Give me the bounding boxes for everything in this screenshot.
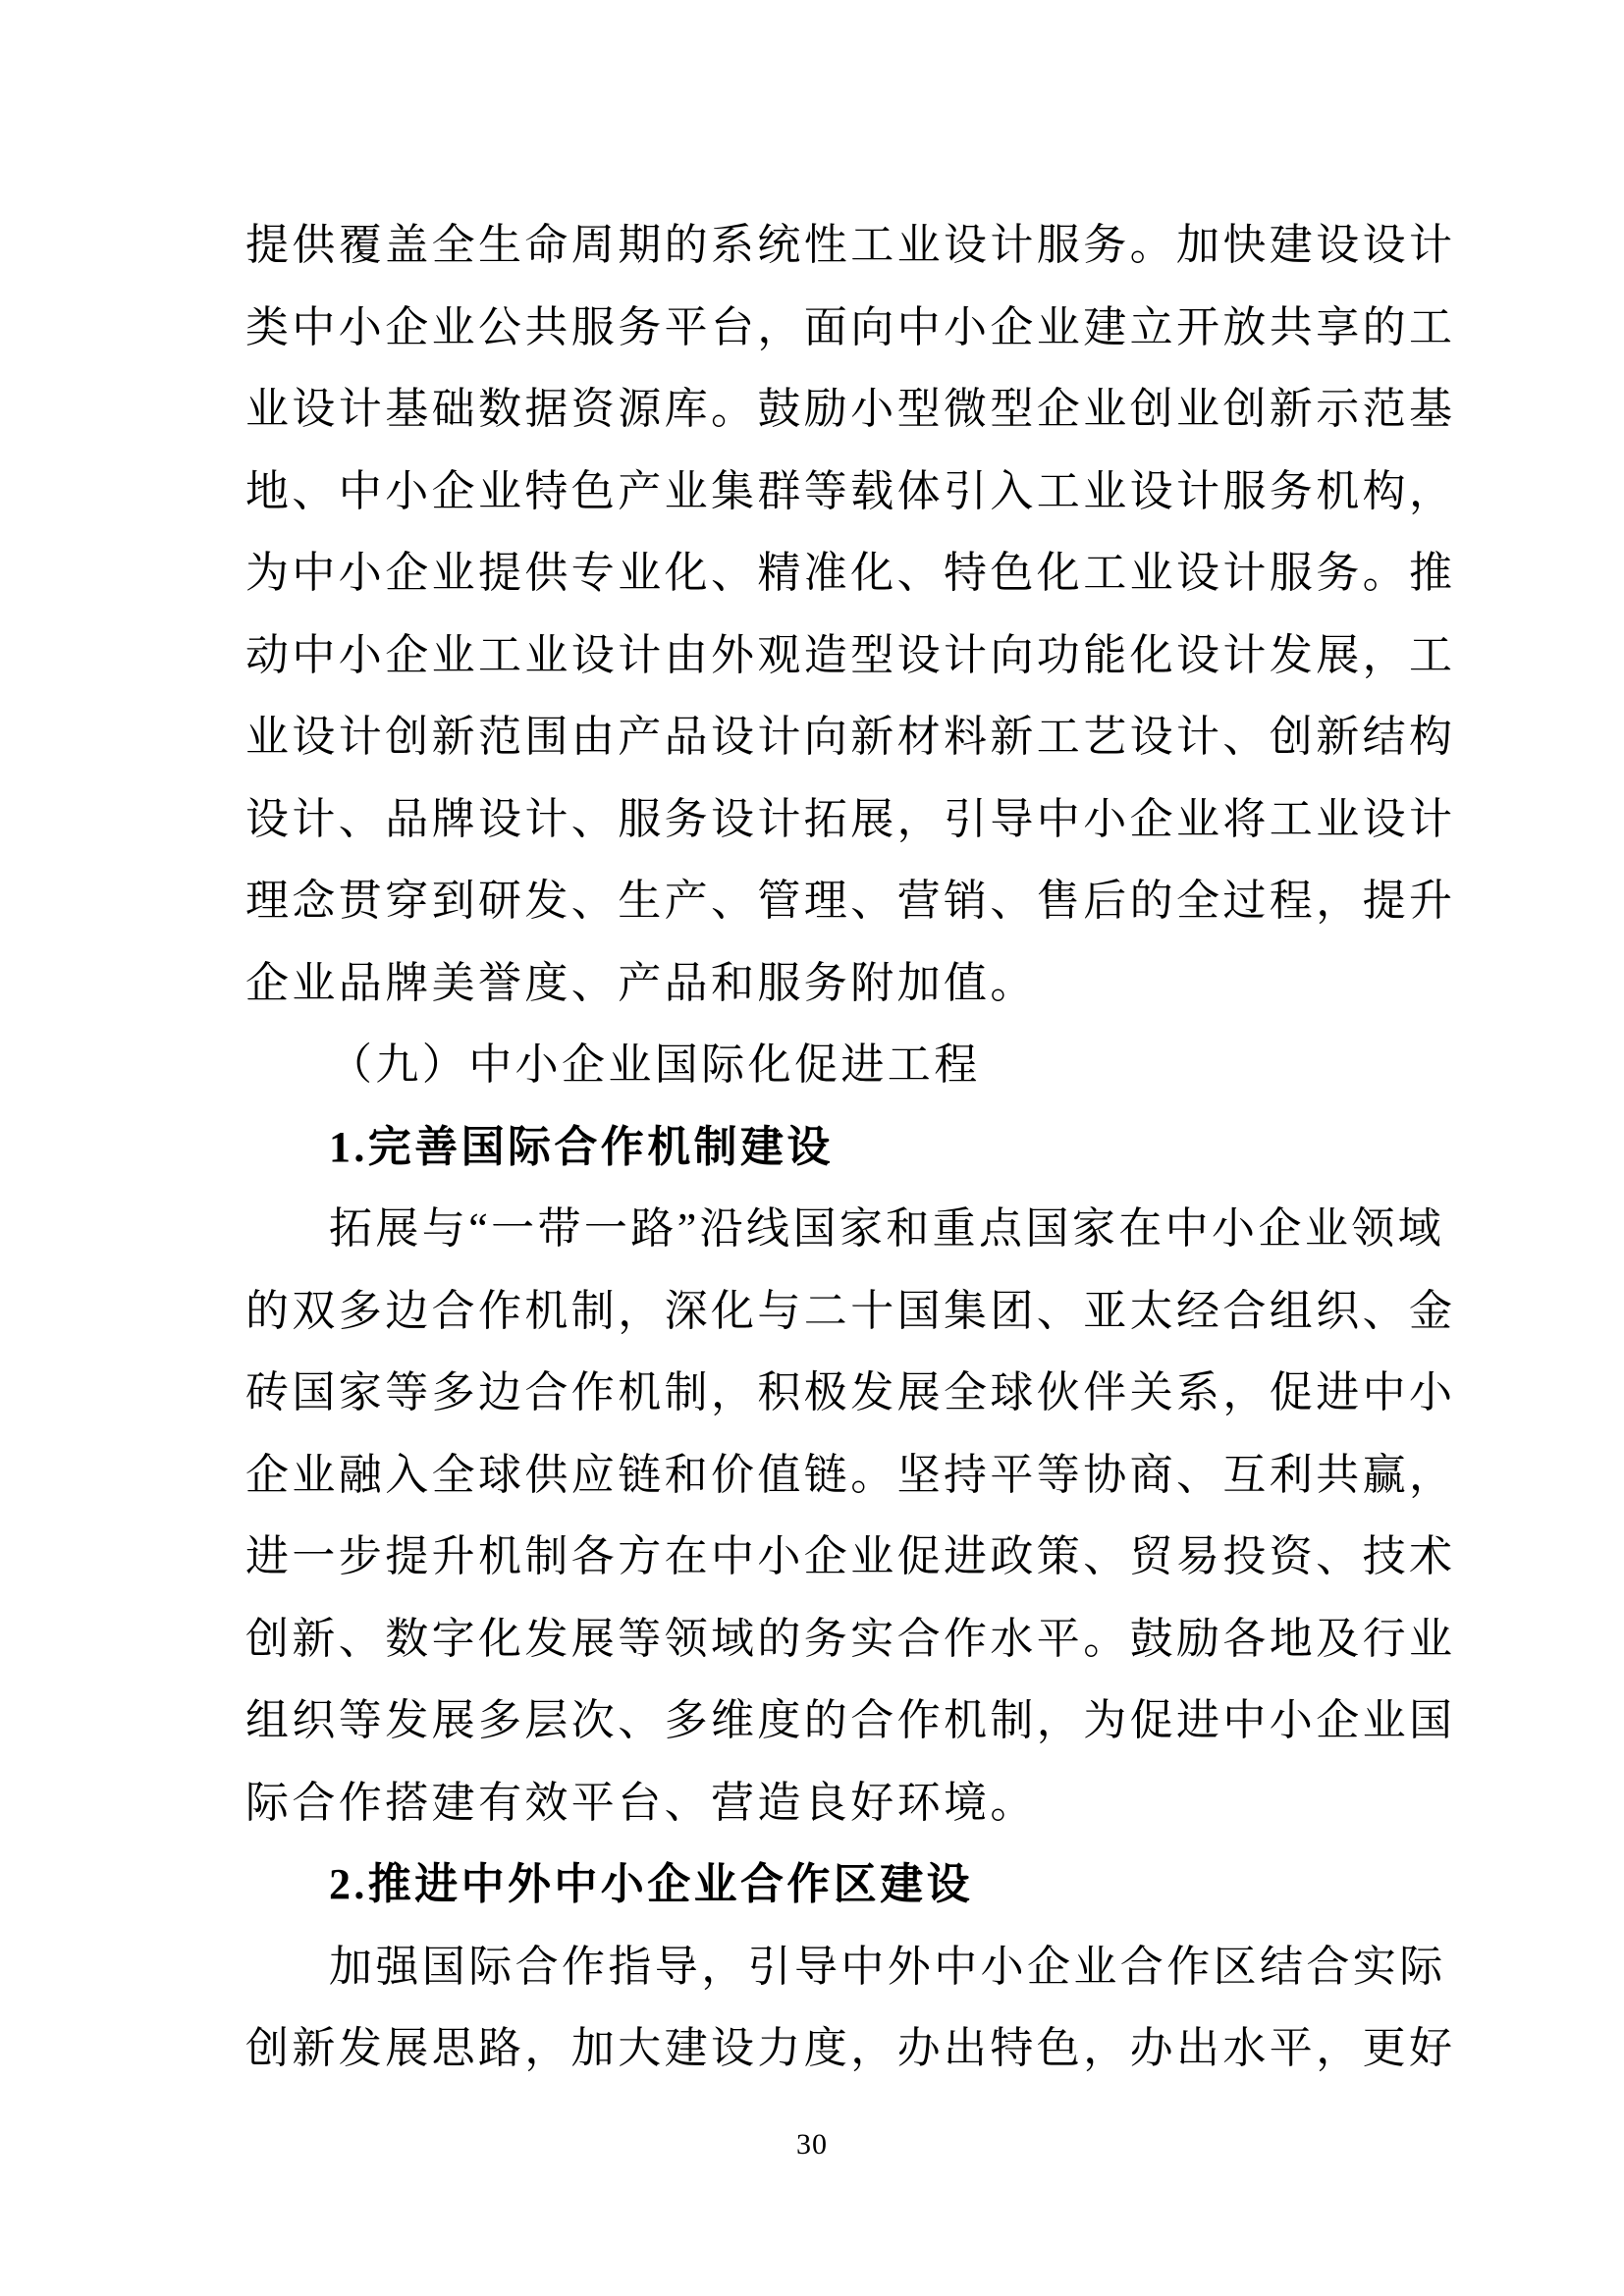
section-heading-nine-internationalization: （九）中小企业国际化促进工程 — [329, 1041, 981, 1089]
page-number: 30 — [796, 2128, 828, 2161]
subsection-heading-2-cooperation-zones: 2.推进中外中小企业合作区建设 — [329, 1860, 973, 1908]
page-body — [245, 204, 1457, 2090]
subsection-heading-1-cooperation-mechanism: 1.完善国际合作机制建设 — [329, 1122, 834, 1171]
paragraph-international-cooperation: 拓展与“一带一路”沿线国家和重点国家在中小企业领域的双多边合作机制，深化与二十国集团、亚太经合组织、金砖国家等多边合作机制，积极发展全球伙伴关系，促进中小企业融入全球供应链和价值链。坚持平等协商、互利共赢，进一步提升机制各方在中小企业促进政策、贸易投资、技术创新、数字化发展等领域的务实合作水平。鼓励各地及行业组织等发展多层次、多维度的合作机制，为促进中小企业国际合作搭建有效平台、营造良好环境。 — [245, 1204, 1456, 1827]
paragraph-cooperation-zone-guidance: 加强国际合作指导，引导中外中小企业合作区结合实际创新发展思路，加大建设力度，办出特色，办出水平，更好 — [245, 1942, 1456, 2072]
paragraph-industrial-design-services: 提供覆盖全生命周期的系统性工业设计服务。加快建设设计类中小企业公共服务平台，面向中小企业建立开放共享的工业设计基础数据资源库。鼓励小型微型企业创业创新示范基地、中小企业特色产业集群等载体引入工业设计服务机构，为中小企业提供专业化、精准化、特色化工业设计服务。推动中小企业工业设计由外观造型设计向功能化设计发展，工业设计创新范围由产品设计向新材料新工艺设计、创新结构设计、品牌设计、服务设计拓展，引导中小企业将工业设计理念贯穿到研发、生产、管理、营销、售后的全过程，提升企业品牌美誉度、产品和服务附加值。 — [245, 221, 1456, 1007]
